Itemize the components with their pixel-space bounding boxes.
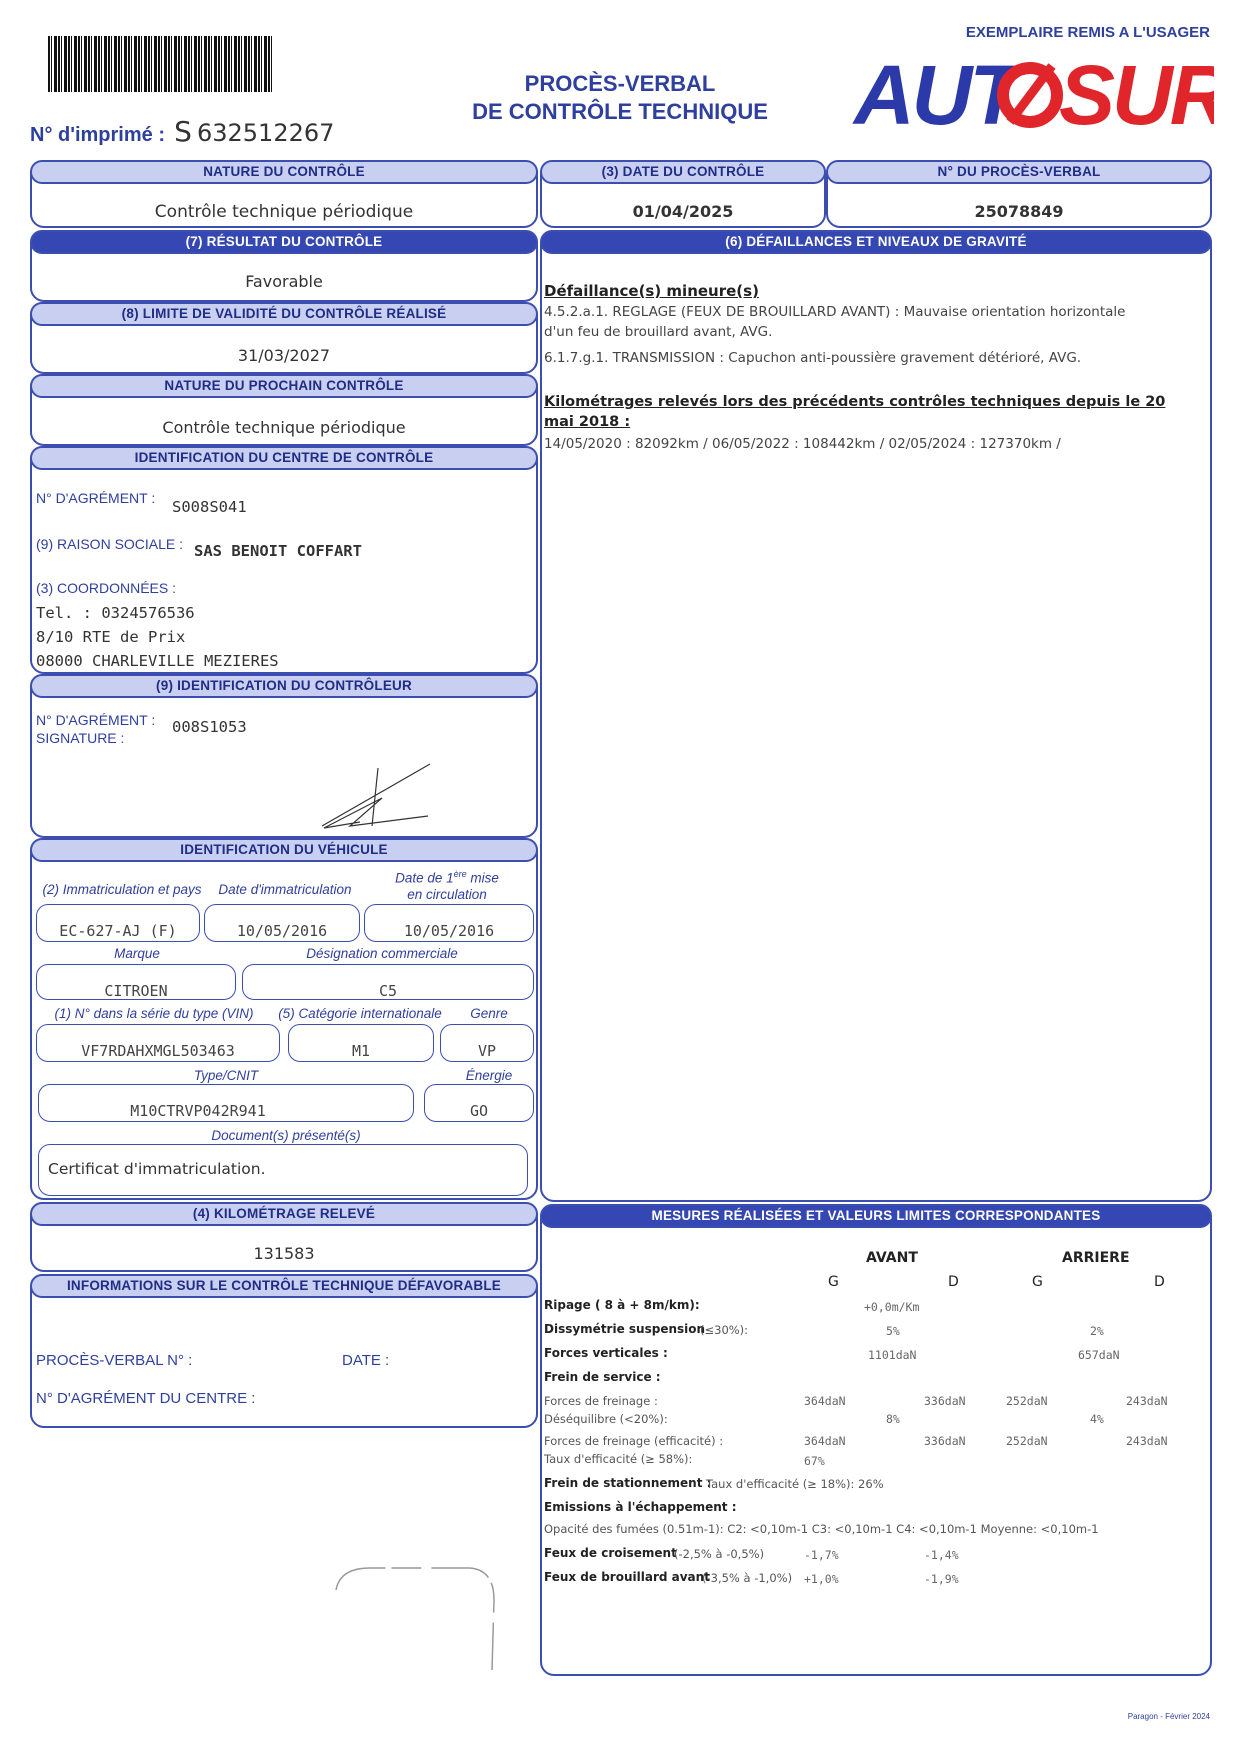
numero-pv-header: N° DU PROCÈS-VERBAL xyxy=(826,160,1212,184)
limite-validite-header: (8) LIMITE DE VALIDITÉ DU CONTRÔLE RÉALISÉ xyxy=(30,302,538,326)
resultat-panel xyxy=(30,230,538,302)
resultat-header: (7) RÉSULTAT DU CONTRÔLE xyxy=(30,230,538,254)
defaillances-panel xyxy=(540,230,1212,1202)
autosur-logo xyxy=(852,52,1214,136)
mesures-panel xyxy=(540,1204,1212,1676)
defaillance-item-2: 6.1.7.g.1. TRANSMISSION : Capuchon anti-poussière gravement détérioré, AVG. xyxy=(544,350,1082,366)
forces-verticales-label: Forces verticales : xyxy=(544,1346,668,1360)
arriere-d-label: D xyxy=(1154,1274,1165,1290)
designation-label: Désignation commerciale xyxy=(306,946,458,961)
ff-arriere-d: 243daN xyxy=(1126,1394,1168,1408)
nature-controle-header: NATURE DU CONTRÔLE xyxy=(30,160,538,184)
immat-label: (2) Immatriculation et pays xyxy=(42,882,202,897)
date-mise-label-c: en circulation xyxy=(407,886,487,902)
document-title xyxy=(430,70,810,126)
resultat-value: Favorable xyxy=(245,272,323,291)
signature-label: SIGNATURE : xyxy=(36,730,125,746)
defavorable-date-label: DATE : xyxy=(342,1352,390,1369)
limite-validite-value: 31/03/2027 xyxy=(237,346,331,365)
energie-value: GO xyxy=(469,1102,489,1120)
arriere-label: ARRIERE xyxy=(1062,1250,1130,1266)
numero-pv-value: 25078849 xyxy=(974,202,1064,221)
nature-controle-panel xyxy=(30,160,538,228)
energie-label: Énergie xyxy=(465,1068,513,1083)
croisement-d: -1,4% xyxy=(924,1548,959,1562)
centre-raison-label: (9) RAISON SOCIALE : xyxy=(36,536,184,552)
imprime-label: N° d'imprimé : xyxy=(30,124,165,146)
centre-agrement-value: S008S041 xyxy=(172,498,247,516)
brouillard-d: -1,9% xyxy=(924,1572,959,1586)
centre-address-1: 8/10 RTE de Prix xyxy=(36,628,186,646)
categorie-label: (5) Catégorie internationale xyxy=(278,1006,442,1021)
prochain-controle-value: Contrôle technique périodique xyxy=(162,418,406,437)
controleur-panel xyxy=(30,674,538,838)
type-label: Type/CNIT xyxy=(193,1068,259,1083)
controleur-header: (9) IDENTIFICATION DU CONTRÔLEUR xyxy=(30,674,538,698)
genre-label: Genre xyxy=(470,1006,508,1021)
arriere-g-label: G xyxy=(1032,1274,1043,1290)
immat-value: EC-627-AJ (F) xyxy=(59,922,177,940)
defavorable-header: INFORMATIONS SUR LE CONTRÔLE TECHNIQUE DÉFAVORABLE xyxy=(30,1274,538,1298)
centre-header: IDENTIFICATION DU CENTRE DE CONTRÔLE xyxy=(30,446,538,470)
date-immat-label: Date d'immatriculation xyxy=(218,882,352,897)
dissym-avant: 5% xyxy=(886,1324,900,1338)
kilometrage-value: 131583 xyxy=(253,1244,315,1263)
defaillance-item-1-line-1: 4.5.2.a.1. REGLAGE (FEUX DE BROUILLARD AVANT) : Mauvaise orientation horizontale xyxy=(544,304,1126,320)
document-label: Document(s) présenté(s) xyxy=(211,1128,361,1143)
stationnement-label: Frein de stationnement : xyxy=(544,1476,712,1490)
date-controle-header: (3) DATE DU CONTRÔLE xyxy=(540,160,826,184)
ff-avant-d: 336daN xyxy=(924,1394,966,1408)
stationnement-value: Taux d'efficacité (≥ 18%): 26% xyxy=(706,1477,884,1491)
date-mise-label xyxy=(372,866,522,903)
stamp-outline xyxy=(330,1560,500,1680)
svg-text:AUT: AUT xyxy=(854,52,1018,136)
desequilibre-avant: 8% xyxy=(886,1412,900,1426)
date-controle-value: 01/04/2025 xyxy=(632,202,734,221)
kilometrage-header: (4) KILOMÉTRAGE RELEVÉ xyxy=(30,1202,538,1226)
brouillard-label: Feux de brouillard avant xyxy=(544,1570,710,1584)
defavorable-panel xyxy=(30,1274,538,1428)
km-history-values: 14/05/2020 : 82092km / 06/05/2022 : 108442km / 02/05/2024 : 127370km / xyxy=(544,436,1061,452)
ffe-avant-d: 336daN xyxy=(924,1434,966,1448)
date-mise-value: 10/05/2016 xyxy=(403,922,495,940)
marque-value: CITROEN xyxy=(104,982,168,1000)
document-value: Certificat d'immatriculation. xyxy=(48,1160,266,1178)
imprime-prefix: S xyxy=(174,115,192,148)
date-mise-label-b: mise xyxy=(466,870,499,886)
croisement-label: Feux de croisement xyxy=(544,1546,677,1560)
ripage-value: +0,0m/Km xyxy=(864,1300,920,1314)
footer-text: Paragon - Février 2024 xyxy=(1127,1712,1210,1721)
avant-label: AVANT xyxy=(866,1250,918,1266)
designation-value: C5 xyxy=(378,982,398,1000)
centre-panel xyxy=(30,446,538,674)
date-controle-panel xyxy=(540,160,826,228)
vehicule-panel xyxy=(30,838,538,1200)
taux-efficacite-label: Taux d'efficacité (≥ 58%): xyxy=(544,1452,693,1466)
imprime-number: 632512267 xyxy=(196,119,335,147)
dissym-arriere: 2% xyxy=(1090,1324,1104,1338)
km-history-title-1: Kilométrages relevés lors des précédents contrôles techniques depuis le 20 xyxy=(544,394,1166,410)
frein-service-label: Frein de service : xyxy=(544,1370,661,1384)
defaillances-header: (6) DÉFAILLANCES ET NIVEAUX DE GRAVITÉ xyxy=(540,230,1212,254)
avant-d-label: D xyxy=(948,1274,959,1290)
avant-g-label: G xyxy=(828,1274,839,1290)
categorie-value: M1 xyxy=(351,1042,371,1060)
croisement-g: -1,7% xyxy=(804,1548,839,1562)
signature-mark xyxy=(320,756,440,836)
desequilibre-arriere: 4% xyxy=(1090,1412,1104,1426)
ffe-avant-g: 364daN xyxy=(804,1434,846,1448)
marque-label: Marque xyxy=(114,946,160,961)
exemplaire-label: EXEMPLAIRE REMIS A L'USAGER xyxy=(965,24,1210,41)
brouillard-g: +1,0% xyxy=(804,1572,839,1586)
controleur-agrement-value: 008S1053 xyxy=(172,718,247,736)
imprime-number-block xyxy=(30,115,334,148)
defaillance-item-1-line-2: d'un feu de brouillard avant, AVG. xyxy=(544,324,773,340)
date-mise-label-sup: ère xyxy=(453,869,467,879)
opacite-value: Opacité des fumées (0.51m-1): C2: <0,10m-1 C3: <0,10m-1 C4: <0,10m-1 Moyenne: <0,10m-1 xyxy=(544,1522,1099,1536)
genre-value: VP xyxy=(477,1042,497,1060)
defavorable-agrement-label: N° D'AGRÉMENT DU CENTRE : xyxy=(36,1390,256,1407)
forces-verticales-arriere: 657daN xyxy=(1078,1348,1120,1362)
ff-efficacite-label: Forces de freinage (efficacité) : xyxy=(544,1434,724,1448)
ff-avant-g: 364daN xyxy=(804,1394,846,1408)
ffe-arriere-d: 243daN xyxy=(1126,1434,1168,1448)
limite-validite-panel xyxy=(30,302,538,374)
km-history-title-2: mai 2018 : xyxy=(544,414,631,430)
vin-label: (1) N° dans la série du type (VIN) xyxy=(54,1006,254,1021)
desequilibre-label: Déséquilibre (<20%): xyxy=(544,1412,668,1426)
title-line-2: DE CONTRÔLE TECHNIQUE xyxy=(472,99,768,124)
centre-tel: Tel. : 0324576536 xyxy=(36,604,195,622)
centre-agrement-label: N° D'AGRÉMENT : xyxy=(36,490,156,506)
taux-efficacite-value: 67% xyxy=(804,1454,825,1468)
centre-raison-value: SAS BENOIT COFFART xyxy=(194,542,362,560)
forces-freinage-label: Forces de freinage : xyxy=(544,1394,658,1408)
defavorable-pv-label: PROCÈS-VERBAL N° : xyxy=(36,1352,193,1369)
centre-address-2: 08000 CHARLEVILLE MEZIERES xyxy=(36,652,279,670)
dissym-label: Dissymétrie suspension xyxy=(544,1322,706,1336)
svg-text:SUR: SUR xyxy=(1059,52,1214,136)
prochain-controle-panel xyxy=(30,374,538,446)
defaillances-title: Défaillance(s) mineure(s) xyxy=(544,282,759,300)
vin-value: VF7RDAHXMGL503463 xyxy=(81,1042,235,1060)
ff-arriere-g: 252daN xyxy=(1006,1394,1048,1408)
vehicule-header: IDENTIFICATION DU VÉHICULE xyxy=(30,838,538,862)
mesures-header: MESURES RÉALISÉES ET VALEURS LIMITES CORRESPONDANTES xyxy=(540,1204,1212,1228)
numero-pv-panel xyxy=(826,160,1212,228)
type-value: M10CTRVP042R941 xyxy=(130,1102,266,1120)
barcode xyxy=(48,36,274,92)
emissions-label: Emissions à l'échappement : xyxy=(544,1500,737,1514)
dissym-limit: (≤30%): xyxy=(700,1323,749,1337)
title-line-1: PROCÈS-VERBAL xyxy=(524,71,716,96)
nature-controle-value: Contrôle technique périodique xyxy=(154,202,414,222)
controleur-agrement-label: N° D'AGRÉMENT : xyxy=(36,712,156,728)
date-immat-value: 10/05/2016 xyxy=(236,922,328,940)
brouillard-limit: (-3,5% à -1,0%) xyxy=(702,1571,793,1585)
ffe-arriere-g: 252daN xyxy=(1006,1434,1048,1448)
date-mise-label-a: Date de 1 xyxy=(395,870,454,886)
ripage-label: Ripage ( 8 à + 8m/km): xyxy=(544,1298,700,1312)
prochain-controle-header: NATURE DU PROCHAIN CONTRÔLE xyxy=(30,374,538,398)
forces-verticales-avant: 1101daN xyxy=(868,1348,917,1362)
kilometrage-panel xyxy=(30,1202,538,1272)
croisement-limit: (-2,5% à -0,5%) xyxy=(674,1547,765,1561)
centre-coord-label: (3) COORDONNÉES : xyxy=(36,580,177,596)
